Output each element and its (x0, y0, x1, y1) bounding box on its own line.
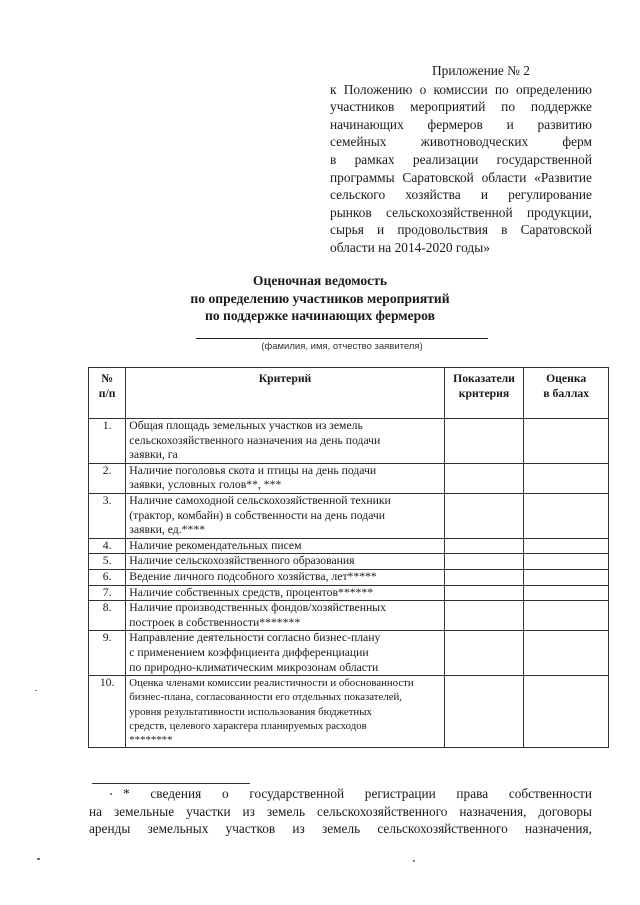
footnote-line: на земельные участки из земель сельскохозяйственного назначения, договоры (89, 803, 592, 819)
appendix-line: рынков сельскохозяйственной продукции, (330, 204, 592, 220)
row-criterion (126, 601, 444, 631)
appendix-header (330, 62, 592, 257)
criterion-line: Ведение личного подсобного хозяйства, лет***** (129, 569, 377, 583)
table-header-row (89, 368, 609, 419)
scan-speck (413, 860, 415, 862)
header-indicators-line: Показатели (453, 372, 515, 385)
row-number: 4. (89, 538, 126, 554)
footnote (89, 785, 592, 838)
appendix-heading: Приложение № 2 (431, 63, 531, 78)
criterion-line: Оценка членами комиссии реалистичности и обоснованности (129, 677, 414, 690)
title-line: Оценочная ведомость (252, 273, 388, 288)
table-row (89, 419, 609, 464)
table-row (89, 676, 609, 748)
header-number-line: п/п (98, 387, 116, 400)
criterion-line: Общая площадь земельных участков из земель (129, 419, 363, 432)
criterion-line: Наличие рекомендательных писем (129, 538, 302, 552)
table-row (89, 538, 609, 554)
table-row (89, 569, 609, 585)
criterion-line: средств, целевого характера планируемых расходов (129, 719, 367, 732)
criterion-line: заявки, га (129, 448, 178, 462)
row-number: 5. (89, 554, 126, 570)
row-number: 9. (89, 631, 126, 676)
title-line: по поддержке начинающих фермеров (205, 308, 435, 323)
row-indicator-cell (444, 538, 524, 554)
row-score-cell (524, 585, 609, 601)
row-score-cell (524, 538, 609, 554)
row-score-cell (524, 631, 609, 676)
criterion-line: бизнес-плана, согласованности его отдельных показателей, (129, 691, 402, 704)
row-number: 8. (89, 601, 126, 631)
row-number: 7. (89, 585, 126, 601)
row-indicator-cell (444, 676, 524, 748)
header-score-line: Оценка (546, 372, 587, 385)
criterion-line: заявки, условных голов**, *** (129, 478, 282, 492)
row-score-cell (524, 569, 609, 585)
appendix-line: сельского хозяйства и регулирование (330, 187, 592, 203)
criterion-line: (трактор, комбайн) в собственности на день подачи (129, 508, 386, 522)
row-indicator-cell (444, 493, 524, 538)
row-score-cell (524, 601, 609, 631)
row-score-cell (524, 676, 609, 748)
criterion-line: заявки, ед.**** (129, 523, 206, 537)
row-indicator-cell (444, 585, 524, 601)
appendix-line: сырья и продовольствия в Саратовской (330, 222, 592, 238)
appendix-line: начинающих фермеров и развитию (330, 116, 592, 132)
row-number: 6. (89, 569, 126, 585)
table-row (89, 601, 609, 631)
row-score-cell (524, 419, 609, 464)
row-criterion (126, 419, 444, 464)
criterion-line: сельскохозяйственного назначения на день подачи (129, 433, 381, 447)
criterion-line: Направление деятельности согласно бизнес-плану (129, 631, 381, 645)
row-number: 1. (89, 419, 126, 464)
row-criterion (126, 569, 444, 585)
criterion-line: уровня результативности использования бюджетных (129, 705, 372, 718)
row-criterion (126, 554, 444, 570)
row-indicator-cell (444, 554, 524, 570)
header-score-line: в баллах (543, 387, 590, 400)
row-criterion (126, 463, 444, 493)
table-row (89, 493, 609, 538)
criterion-line: Наличие самоходной сельскохозяйственной техники (129, 493, 391, 507)
appendix-line: семейных животноводческих ферм (330, 134, 592, 150)
appendix-line: области на 2014-2020 годы» (330, 239, 490, 255)
criterion-line: по природно-климатическим микрозонам области (129, 660, 379, 674)
appendix-line: участников мероприятий по поддержке (330, 99, 592, 115)
appendix-line: к Положению о комиссии по определению (330, 81, 592, 97)
row-indicator-cell (444, 631, 524, 676)
title-line: по определению участников мероприятий (190, 290, 450, 306)
applicant-name-line (196, 338, 488, 339)
criterion-line: ******** (129, 733, 173, 746)
table-row (89, 585, 609, 601)
appendix-line: программы Саратовской области «Развитие (330, 169, 592, 185)
row-criterion (126, 493, 444, 538)
row-criterion (126, 585, 444, 601)
row-criterion (126, 538, 444, 554)
criterion-line: Наличие сельскохозяйственного образования (129, 554, 355, 568)
table-row (89, 554, 609, 570)
row-indicator-cell (444, 601, 524, 631)
row-score-cell (524, 493, 609, 538)
row-number: 10. (89, 676, 126, 748)
criterion-line: Наличие производственных фондов/хозяйственных (129, 601, 386, 615)
row-criterion (126, 676, 444, 748)
scan-speck (110, 793, 112, 795)
criterion-line: построек в собственности******* (129, 615, 301, 629)
criterion-line: Наличие собственных средств, процентов****** (129, 585, 374, 599)
footnote-line: * сведения о государственной регистрации права собственности (123, 786, 592, 801)
header-criterion: Критерий (126, 368, 444, 419)
row-indicator-cell (444, 569, 524, 585)
row-score-cell (524, 554, 609, 570)
scan-speck (35, 690, 37, 691)
applicant-name-caption: (фамилия, имя, отчество заявителя) (261, 341, 423, 352)
criterion-line: Наличие поголовья скота и птицы на день подачи (129, 463, 377, 477)
row-indicator-cell (444, 419, 524, 464)
table-row (89, 631, 609, 676)
row-number: 2. (89, 463, 126, 493)
row-score-cell (524, 463, 609, 493)
header-score (524, 368, 609, 419)
header-number-line: № (101, 372, 114, 385)
header-number (89, 368, 126, 419)
row-number: 3. (89, 493, 126, 538)
scan-speck (37, 858, 40, 860)
header-indicators-line: критерия (458, 387, 510, 400)
document-title (150, 272, 490, 325)
row-indicator-cell (444, 463, 524, 493)
appendix-line: в рамках реализации государственной (330, 151, 592, 167)
criteria-table (88, 367, 609, 748)
header-indicators (444, 368, 524, 419)
table-row (89, 463, 609, 493)
criterion-line: с применением коэффициента дифференциации (129, 645, 369, 659)
row-criterion (126, 631, 444, 676)
footnote-separator (92, 783, 250, 784)
footnote-line: аренды земельных участков из земель сельскохозяйственного назначения, (89, 821, 592, 836)
